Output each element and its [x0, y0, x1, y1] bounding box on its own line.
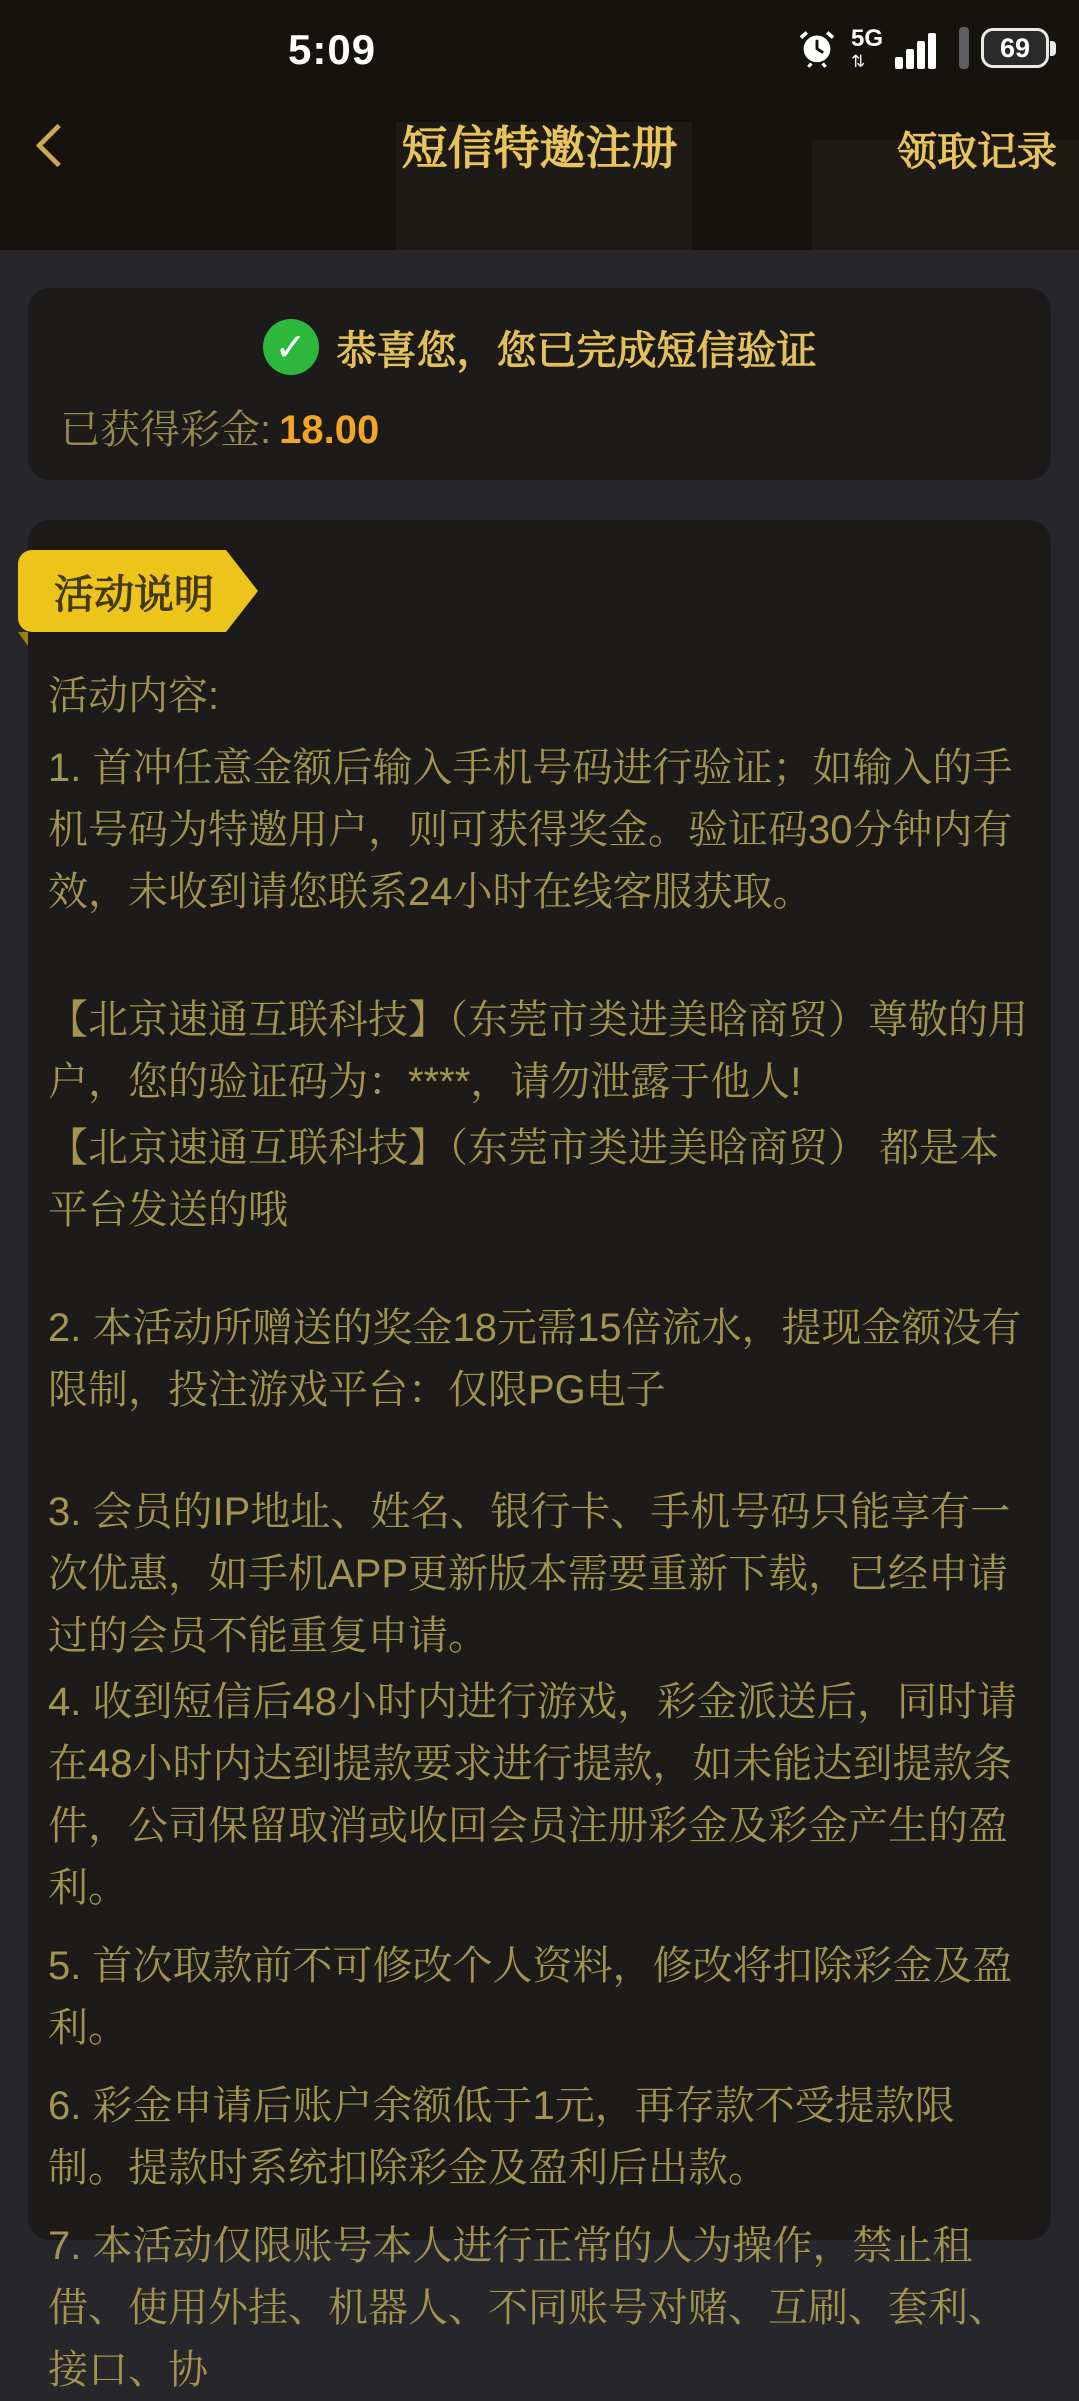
network-type-label: 5G: [850, 24, 883, 52]
bonus-row: [60, 398, 1019, 455]
network-indicator: [850, 24, 883, 71]
rule-2: 2. 本活动所赠送的奖金18元需15倍流水，提现金额没有限制，投注游戏平台：仅限PG电子: [48, 1306, 1022, 1412]
status-icons: [795, 20, 1049, 76]
battery-icon: [981, 28, 1049, 68]
rule-6: 6. 彩金申请后账户余额低于1元，再存款不受提款限制。提款时系统扣除彩金及盈利后出款。: [48, 2084, 955, 2190]
sim2-signal-icon: [959, 27, 969, 69]
status-time: 5:09: [288, 26, 377, 73]
rule-3: 3. 会员的IP地址、姓名、银行卡、手机号码只能享有一次优惠，如手机APP更新版本需要重新下载，已经申请过的会员不能重复申请。: [48, 1490, 1011, 1658]
hd-arrows-icon: ⇅: [850, 51, 866, 71]
verification-success-message: 恭喜您，您已完成短信验证: [336, 328, 817, 373]
success-check-icon: ✓: [263, 319, 319, 375]
rule-7: 7. 本活动仅限账号本人进行正常的人为操作，禁止租借、使用外挂、机器人、不同账号对赌、互刷、套利、接口、协: [48, 2224, 1008, 2392]
activity-badge-ribbon: [18, 550, 226, 632]
verification-success-row: [60, 318, 1019, 376]
bonus-label: 已获得彩金:: [60, 408, 272, 452]
rule-5: 5. 首次取款前不可修改个人资料，修改将扣除彩金及盈利。: [48, 1944, 1013, 2050]
top-bar: [0, 0, 1079, 250]
ribbon-fold: [18, 632, 28, 646]
signal-bars-icon: [895, 27, 947, 69]
activity-description-card: [28, 520, 1051, 2392]
battery-percent: 69: [999, 32, 1031, 63]
activity-rules: [28, 520, 1051, 2401]
rule-1: 1. 首冲任意金额后输入手机号码进行验证；如输入的手机号码为特邀用户，则可获得奖金。验证码30分钟内有效，未收到请您联系24小时在线客服获取。: [48, 746, 1013, 914]
alarm-clock-icon: [795, 26, 839, 70]
page-body: [0, 250, 1079, 2392]
sms-sample-1: 【北京速通互联科技】（东莞市类进美晗商贸）尊敬的用户，您的验证码为：****，请勿泄露于他人!: [48, 998, 1028, 1104]
bonus-amount: 18.00: [279, 408, 380, 452]
page-title: 短信特邀注册: [401, 122, 678, 174]
sms-sample-2: 【北京速通互联科技】（东莞市类进美晗商贸） 都是本平台发送的哦: [48, 1126, 1000, 1232]
activity-badge-label: 活动说明: [54, 572, 214, 617]
rule-4: 4. 收到短信后48小时内进行游戏，彩金派送后，同时请在48小时内达到提款要求进行提款，如未能达到提款条件，公司保留取消或收回会员注册彩金及彩金产生的盈利。: [48, 1680, 1017, 1910]
claim-records-button[interactable]: 领取记录: [897, 130, 1057, 174]
verification-result-card: [28, 288, 1051, 480]
activity-heading: 活动内容:: [48, 674, 220, 718]
nav-bar: [0, 96, 1079, 250]
